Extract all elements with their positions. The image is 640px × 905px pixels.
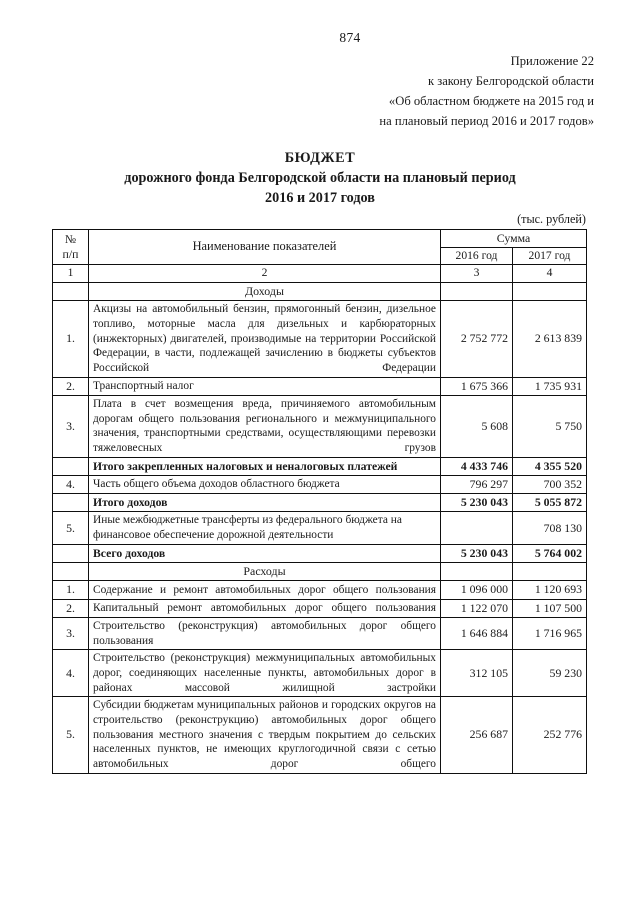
- section-header-row: [53, 282, 587, 300]
- header-year-2017: 2017 год: [513, 247, 587, 264]
- row-value-2016: 2 752 772: [441, 301, 513, 378]
- section-header-2016-cell: [441, 563, 513, 581]
- row-index: 3.: [53, 617, 89, 649]
- row-index: 5.: [53, 697, 89, 774]
- budget-table-wrapper: [52, 229, 586, 774]
- units-note: (тыс. рублей): [517, 212, 586, 226]
- row-value-2016: 796 297: [441, 476, 513, 494]
- table-row: [53, 697, 587, 774]
- row-value-2016: 5 230 043: [441, 544, 513, 562]
- row-label: Субсидии бюджетам муниципальных районов и городских округов на строительство (реконструкцию) автомобильных дорог общего пользования местного значения с твердым покрытием до сельских населенных пунктов, не имеющих круглогодичной связи с сетью автомобильных дорог общего: [89, 697, 441, 774]
- header-number-line2: п/п: [62, 247, 79, 261]
- row-label: Строительство (реконструкция) межмуниципальных автомобильных дорог, соединяющих населенные пункты, автомобильных дорог в районах массовой жилищной застройки: [89, 650, 441, 697]
- row-value-2017: 252 776: [513, 697, 587, 774]
- column-number-2: 2: [89, 265, 441, 283]
- row-value-2016: 5 230 043: [441, 494, 513, 512]
- row-label: Строительство (реконструкция) автомобильных дорог общего пользования: [89, 617, 441, 649]
- row-value-2016: [441, 512, 513, 544]
- header-name-column: Наименование показателей: [89, 230, 441, 265]
- appendix-line-2: к закону Белгородской области: [427, 73, 594, 88]
- section-header-2017-cell: [513, 282, 587, 300]
- row-value-2017: 1 107 500: [513, 599, 587, 617]
- row-index: 1.: [53, 301, 89, 378]
- row-label: Всего доходов: [89, 544, 441, 562]
- table-row: [53, 512, 587, 544]
- row-label: Иные межбюджетные трансферты из федерального бюджета на финансовое обеспечение дорожной деятельности: [89, 512, 441, 544]
- row-label: Итого доходов: [89, 494, 441, 512]
- row-index: 2.: [53, 377, 89, 395]
- row-value-2016: 4 433 746: [441, 457, 513, 475]
- section-header-index-cell: [53, 282, 89, 300]
- row-label: Итого закрепленных налоговых и неналоговых платежей: [89, 457, 441, 475]
- table-row: [53, 650, 587, 697]
- column-number-4: 4: [513, 265, 587, 283]
- table-row: [53, 544, 587, 562]
- table-row: [53, 494, 587, 512]
- row-value-2017: 700 352: [513, 476, 587, 494]
- row-value-2017: 1 120 693: [513, 581, 587, 599]
- row-label: Часть общего объема доходов областного бюджета: [89, 476, 441, 494]
- row-value-2016: 1 675 366: [441, 377, 513, 395]
- row-value-2017: 5 055 872: [513, 494, 587, 512]
- section-header-index-cell: [53, 563, 89, 581]
- row-value-2017: 2 613 839: [513, 301, 587, 378]
- row-label: Плата в счет возмещения вреда, причиняемого автомобильным дорогам общего пользования регионального и межмуниципального значения, транспортными средствами, осуществляющими перевозки тяжеловесных грузов: [89, 396, 441, 458]
- header-year-2016: 2016 год: [441, 247, 513, 264]
- table-row: [53, 599, 587, 617]
- appendix-line-4: на плановый период 2016 и 2017 годов»: [379, 113, 594, 128]
- row-value-2016: 5 608: [441, 396, 513, 458]
- appendix-line-3: «Об областном бюджете на 2015 год и: [388, 93, 594, 108]
- appendix-reference: [174, 52, 594, 132]
- appendix-line-1: Приложение 22: [510, 54, 594, 68]
- row-value-2017: 708 130: [513, 512, 587, 544]
- row-value-2017: 1 716 965: [513, 617, 587, 649]
- table-row: [53, 377, 587, 395]
- table-row: [53, 581, 587, 599]
- header-number-column: [53, 230, 89, 265]
- row-index: 3.: [53, 396, 89, 458]
- table-row: [53, 617, 587, 649]
- row-value-2016: 1 646 884: [441, 617, 513, 649]
- header-number-line1: №: [64, 232, 77, 247]
- section-header-2016-cell: [441, 282, 513, 300]
- row-index: 4.: [53, 476, 89, 494]
- page-title: [52, 148, 588, 208]
- header-row-main: [53, 230, 587, 248]
- row-value-2017: 5 764 002: [513, 544, 587, 562]
- row-label: Транспортный налог: [89, 377, 441, 395]
- section-title: Доходы: [89, 282, 441, 300]
- column-number-3: 3: [441, 265, 513, 283]
- page-number: 874: [339, 30, 361, 45]
- row-index: [53, 494, 89, 512]
- table-body: [53, 282, 587, 773]
- table-row: [53, 396, 587, 458]
- header-row-column-numbers: [53, 265, 587, 283]
- row-value-2017: 4 355 520: [513, 457, 587, 475]
- row-index: 1.: [53, 581, 89, 599]
- row-label: Акцизы на автомобильный бензин, прямогонный бензин, дизельное топливо, моторные масла для дизельных и карбюраторных (инжекторных) двигателей, производимые на территории Российской Федерации, в части, подлежащей зачислению в бюджеты субъектов Российской Федерации: [89, 301, 441, 378]
- budget-table: [52, 229, 587, 774]
- title-subline-2: 2016 и 2017 годов: [265, 190, 375, 207]
- row-value-2016: 1 096 000: [441, 581, 513, 599]
- row-value-2017: 59 230: [513, 650, 587, 697]
- row-label: Капитальный ремонт автомобильных дорог общего пользования: [89, 599, 441, 617]
- row-value-2016: 312 105: [441, 650, 513, 697]
- row-label: Содержание и ремонт автомобильных дорог общего пользования: [89, 581, 441, 599]
- row-value-2016: 1 122 070: [441, 599, 513, 617]
- row-index: [53, 544, 89, 562]
- row-value-2016: 256 687: [441, 697, 513, 774]
- row-index: 2.: [53, 599, 89, 617]
- table-row: [53, 476, 587, 494]
- row-value-2017: 5 750: [513, 396, 587, 458]
- row-index: 4.: [53, 650, 89, 697]
- section-header-row: [53, 563, 587, 581]
- section-header-2017-cell: [513, 563, 587, 581]
- table-row: [53, 301, 587, 378]
- title-main: БЮДЖЕТ: [284, 150, 356, 166]
- column-number-1: 1: [53, 265, 89, 283]
- title-subline-1: дорожного фонда Белгородской области на плановый период: [124, 170, 516, 187]
- table-row: [53, 457, 587, 475]
- row-value-2017: 1 735 931: [513, 377, 587, 395]
- section-title: Расходы: [89, 563, 441, 581]
- row-index: [53, 457, 89, 475]
- header-sum-column: Сумма: [441, 230, 587, 248]
- table-head: [53, 230, 587, 283]
- row-index: 5.: [53, 512, 89, 544]
